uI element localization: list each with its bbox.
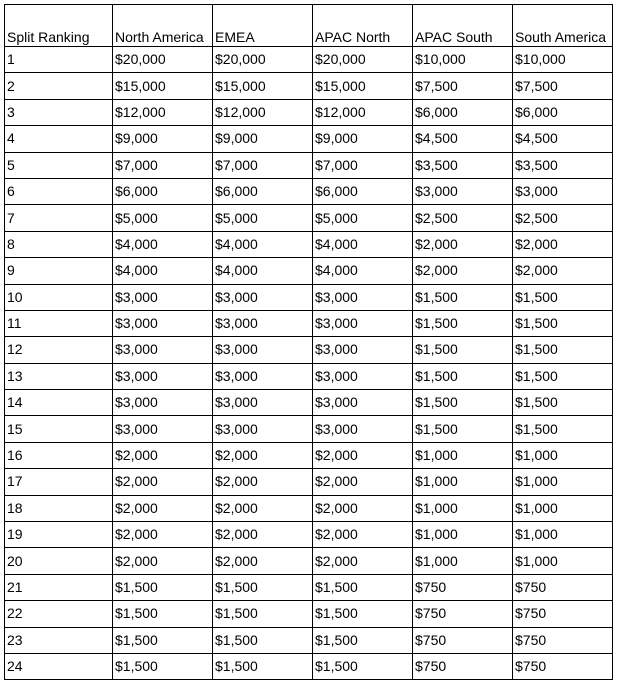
prize-table — [4, 4, 613, 680]
table-row — [5, 310, 613, 336]
table-row — [5, 363, 613, 389]
table-row — [5, 627, 613, 653]
apac-south-cell: $1,000 — [413, 495, 513, 521]
rank-cell: 2 — [5, 73, 113, 99]
emea-cell: $4,000 — [213, 258, 313, 284]
north-america-cell: $1,500 — [113, 574, 213, 600]
emea-cell: $7,000 — [213, 152, 313, 178]
apac-south-cell: $1,000 — [413, 469, 513, 495]
apac-south-cell: $3,500 — [413, 152, 513, 178]
north-america-cell: $4,000 — [113, 231, 213, 257]
south-america-cell: $750 — [513, 653, 613, 679]
north-america-cell: $2,000 — [113, 548, 213, 574]
emea-cell: $12,000 — [213, 99, 313, 125]
south-america-cell: $1,000 — [513, 469, 613, 495]
south-america-cell: $1,500 — [513, 363, 613, 389]
apac-south-cell: $4,500 — [413, 126, 513, 152]
table-row — [5, 231, 613, 257]
north-america-cell: $3,000 — [113, 310, 213, 336]
apac-north-cell: $2,000 — [313, 469, 413, 495]
apac-north-cell: $4,000 — [313, 231, 413, 257]
apac-south-cell: $1,500 — [413, 390, 513, 416]
apac-south-cell: $2,000 — [413, 258, 513, 284]
north-america-cell: $7,000 — [113, 152, 213, 178]
apac-north-cell: $1,500 — [313, 627, 413, 653]
emea-cell: $5,000 — [213, 205, 313, 231]
apac-north-cell: $2,000 — [313, 442, 413, 468]
apac-south-cell: $1,500 — [413, 284, 513, 310]
south-america-cell: $1,500 — [513, 284, 613, 310]
emea-cell: $6,000 — [213, 178, 313, 204]
emea-cell: $3,000 — [213, 363, 313, 389]
rank-cell: 10 — [5, 284, 113, 310]
emea-cell: $15,000 — [213, 73, 313, 99]
south-america-cell: $1,000 — [513, 522, 613, 548]
south-america-cell: $3,000 — [513, 178, 613, 204]
table-row — [5, 522, 613, 548]
north-america-cell: $2,000 — [113, 522, 213, 548]
apac-south-cell: $6,000 — [413, 99, 513, 125]
table-row — [5, 126, 613, 152]
north-america-cell: $1,500 — [113, 627, 213, 653]
apac-south-cell: $750 — [413, 627, 513, 653]
rank-cell: 17 — [5, 469, 113, 495]
apac-south-cell: $1,000 — [413, 442, 513, 468]
apac-north-cell: $2,000 — [313, 548, 413, 574]
table-row — [5, 390, 613, 416]
south-america-cell: $1,000 — [513, 442, 613, 468]
apac-north-cell: $6,000 — [313, 178, 413, 204]
south-america-cell: $750 — [513, 627, 613, 653]
south-america-cell: $1,500 — [513, 310, 613, 336]
apac-south-cell: $7,500 — [413, 73, 513, 99]
apac-north-cell: $3,000 — [313, 284, 413, 310]
apac-south-cell: $1,500 — [413, 416, 513, 442]
south-america-cell: $7,500 — [513, 73, 613, 99]
apac-south-cell: $1,500 — [413, 337, 513, 363]
north-america-cell: $9,000 — [113, 126, 213, 152]
apac-north-cell: $2,000 — [313, 495, 413, 521]
header-south-america: South America — [513, 5, 613, 47]
apac-north-cell: $1,500 — [313, 574, 413, 600]
apac-north-cell: $2,000 — [313, 522, 413, 548]
table-row — [5, 99, 613, 125]
emea-cell: $20,000 — [213, 47, 313, 73]
apac-north-cell: $7,000 — [313, 152, 413, 178]
table-row — [5, 337, 613, 363]
north-america-cell: $12,000 — [113, 99, 213, 125]
apac-north-cell: $1,500 — [313, 601, 413, 627]
emea-cell: $3,000 — [213, 284, 313, 310]
rank-cell: 19 — [5, 522, 113, 548]
table-row — [5, 416, 613, 442]
rank-cell: 11 — [5, 310, 113, 336]
north-america-cell: $15,000 — [113, 73, 213, 99]
apac-south-cell: $750 — [413, 574, 513, 600]
south-america-cell: $10,000 — [513, 47, 613, 73]
apac-north-cell: $15,000 — [313, 73, 413, 99]
north-america-cell: $3,000 — [113, 284, 213, 310]
rank-cell: 8 — [5, 231, 113, 257]
apac-south-cell: $750 — [413, 601, 513, 627]
rank-cell: 9 — [5, 258, 113, 284]
apac-south-cell: $3,000 — [413, 178, 513, 204]
rank-cell: 5 — [5, 152, 113, 178]
emea-cell: $2,000 — [213, 442, 313, 468]
south-america-cell: $3,500 — [513, 152, 613, 178]
rank-cell: 15 — [5, 416, 113, 442]
apac-south-cell: $10,000 — [413, 47, 513, 73]
table-row — [5, 258, 613, 284]
north-america-cell: $4,000 — [113, 258, 213, 284]
south-america-cell: $2,000 — [513, 258, 613, 284]
rank-cell: 12 — [5, 337, 113, 363]
north-america-cell: $20,000 — [113, 47, 213, 73]
emea-cell: $1,500 — [213, 574, 313, 600]
header-apac-north: APAC North — [313, 5, 413, 47]
rank-cell: 7 — [5, 205, 113, 231]
south-america-cell: $1,000 — [513, 548, 613, 574]
south-america-cell: $1,500 — [513, 416, 613, 442]
north-america-cell: $2,000 — [113, 469, 213, 495]
north-america-cell: $1,500 — [113, 601, 213, 627]
apac-south-cell: $1,000 — [413, 522, 513, 548]
south-america-cell: $2,500 — [513, 205, 613, 231]
emea-cell: $2,000 — [213, 548, 313, 574]
table-row — [5, 152, 613, 178]
rank-cell: 13 — [5, 363, 113, 389]
apac-south-cell: $2,000 — [413, 231, 513, 257]
south-america-cell: $2,000 — [513, 231, 613, 257]
table-row — [5, 495, 613, 521]
south-america-cell: $1,000 — [513, 495, 613, 521]
rank-cell: 3 — [5, 99, 113, 125]
emea-cell: $1,500 — [213, 627, 313, 653]
south-america-cell: $750 — [513, 574, 613, 600]
emea-cell: $3,000 — [213, 390, 313, 416]
south-america-cell: $1,500 — [513, 390, 613, 416]
apac-north-cell: $3,000 — [313, 337, 413, 363]
table-row — [5, 47, 613, 73]
emea-cell: $9,000 — [213, 126, 313, 152]
table-row — [5, 653, 613, 679]
north-america-cell: $2,000 — [113, 442, 213, 468]
table-row — [5, 73, 613, 99]
header-split-ranking: Split Ranking — [5, 5, 113, 47]
south-america-cell: $4,500 — [513, 126, 613, 152]
south-america-cell: $750 — [513, 601, 613, 627]
apac-south-cell: $1,000 — [413, 548, 513, 574]
emea-cell: $3,000 — [213, 337, 313, 363]
apac-north-cell: $3,000 — [313, 390, 413, 416]
rank-cell: 23 — [5, 627, 113, 653]
rank-cell: 22 — [5, 601, 113, 627]
emea-cell: $2,000 — [213, 495, 313, 521]
north-america-cell: $1,500 — [113, 653, 213, 679]
table-row — [5, 574, 613, 600]
emea-cell: $3,000 — [213, 310, 313, 336]
rank-cell: 16 — [5, 442, 113, 468]
apac-south-cell: $1,500 — [413, 310, 513, 336]
apac-north-cell: $12,000 — [313, 99, 413, 125]
table-row — [5, 548, 613, 574]
apac-north-cell: $4,000 — [313, 258, 413, 284]
apac-south-cell: $1,500 — [413, 363, 513, 389]
rank-cell: 24 — [5, 653, 113, 679]
table-body — [5, 47, 613, 680]
north-america-cell: $3,000 — [113, 416, 213, 442]
apac-north-cell: $1,500 — [313, 653, 413, 679]
apac-north-cell: $3,000 — [313, 363, 413, 389]
header-row — [5, 5, 613, 47]
south-america-cell: $1,500 — [513, 337, 613, 363]
apac-north-cell: $3,000 — [313, 310, 413, 336]
north-america-cell: $3,000 — [113, 363, 213, 389]
apac-south-cell: $2,500 — [413, 205, 513, 231]
header-apac-south: APAC South — [413, 5, 513, 47]
north-america-cell: $3,000 — [113, 337, 213, 363]
emea-cell: $2,000 — [213, 469, 313, 495]
header-north-america: North America — [113, 5, 213, 47]
table-row — [5, 178, 613, 204]
rank-cell: 4 — [5, 126, 113, 152]
rank-cell: 6 — [5, 178, 113, 204]
north-america-cell: $6,000 — [113, 178, 213, 204]
table-row — [5, 284, 613, 310]
emea-cell: $1,500 — [213, 653, 313, 679]
table-row — [5, 469, 613, 495]
north-america-cell: $3,000 — [113, 390, 213, 416]
north-america-cell: $5,000 — [113, 205, 213, 231]
south-america-cell: $6,000 — [513, 99, 613, 125]
table-row — [5, 442, 613, 468]
apac-south-cell: $750 — [413, 653, 513, 679]
emea-cell: $3,000 — [213, 416, 313, 442]
north-america-cell: $2,000 — [113, 495, 213, 521]
rank-cell: 14 — [5, 390, 113, 416]
rank-cell: 20 — [5, 548, 113, 574]
apac-north-cell: $3,000 — [313, 416, 413, 442]
emea-cell: $1,500 — [213, 601, 313, 627]
apac-north-cell: $9,000 — [313, 126, 413, 152]
apac-north-cell: $5,000 — [313, 205, 413, 231]
table-header — [5, 5, 613, 47]
emea-cell: $2,000 — [213, 522, 313, 548]
apac-north-cell: $20,000 — [313, 47, 413, 73]
table-row — [5, 601, 613, 627]
header-emea: EMEA — [213, 5, 313, 47]
table-row — [5, 205, 613, 231]
emea-cell: $4,000 — [213, 231, 313, 257]
rank-cell: 18 — [5, 495, 113, 521]
rank-cell: 1 — [5, 47, 113, 73]
rank-cell: 21 — [5, 574, 113, 600]
